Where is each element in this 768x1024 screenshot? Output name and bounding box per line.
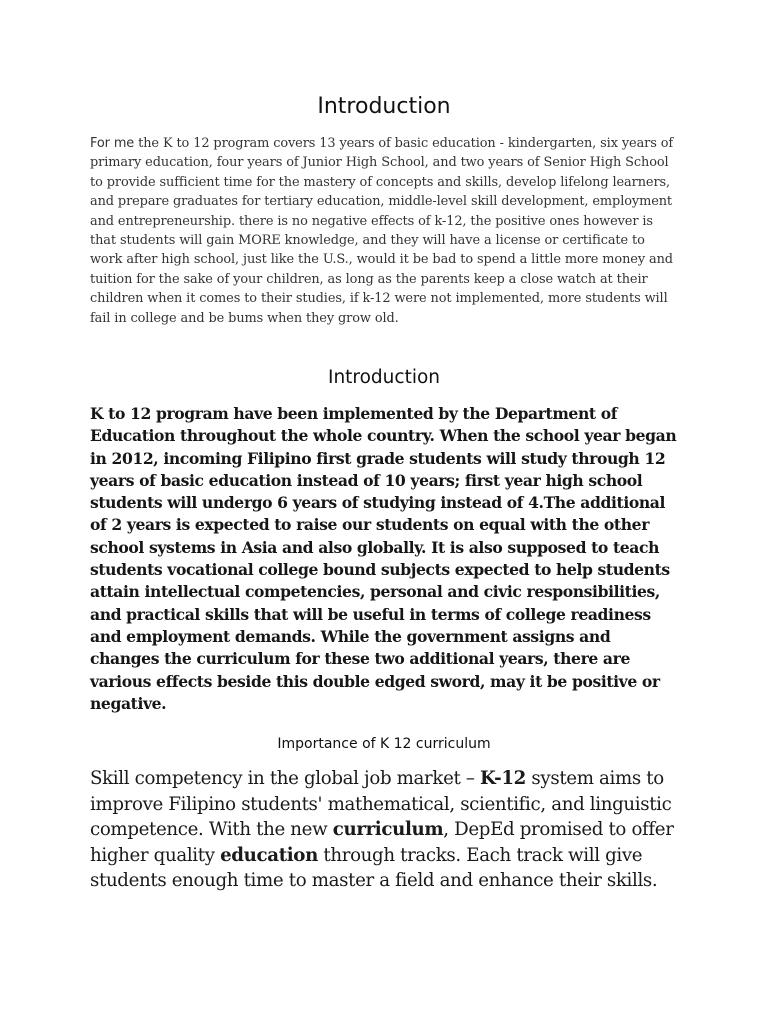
text-segment: , DepEd promised to offer higher quality [90,819,674,866]
introduction-heading: Introduction [317,94,451,119]
introduction-paragraph [90,134,680,328]
importance-heading: Importance of K 12 curriculum [277,736,491,752]
second-introduction-heading: Introduction [327,367,441,388]
paragraph-body-text: the K to 12 program covers 13 years of basic education - kindergarten, six years of primary education, four years of Junior High School, and two years of Senior High School to provide sufficient time for the mastery of concepts and skills, develop lifelong learners, and prepare graduates for tertiary education, middle-level skill development, employment and entrepreneurship. there is no negative effects of k-12, the positive ones however is that students will gain MORE knowledge, and they will have a license or certificate to work after high school, just like the U.S., would it be bad to spend a little more money and tuition for the sake of your children, as long as the parents keep a close watch at their children when it comes to their studies, if k-12 were not implemented, more students will fail in college and be bums when they grow old. [90,136,674,326]
bold-term-curriculum: curriculum [332,819,444,840]
bold-term-education: education [220,844,318,866]
text-segment: Skill competency in the global job market – [90,768,481,789]
k12-implementation-paragraph: K to 12 program have been implemented by the Department of Education throughout the whole country. When the school year began in 2012, incoming Filipino first grade students will study through 12 years of basic education instead of 10 years; first year high school students will undergo 6 years of studying instead of 4.The additional of 2 years is expected to raise our students on equal with the other school systems in Asia and also globally. It is also supposed to teach students vocational college bound subjects expected to help students attain intellectual competencies, personal and civic responsibilities, and practical skills that will be useful in terms of college readiness and employment demands. While the government assigns and changes the curriculum for these two additional years, there are various effects beside this double edged sword, may it be positive or negative. [90,404,677,713]
bold-term-k12: K-12 [480,768,526,789]
skill-competency-paragraph [90,766,700,894]
text-segment: system aims to improve Filipino students' mathematical, scientific, and linguistic competence. With the new [90,768,672,840]
text-segment: through tracks. Each track will give students enough time to master a field and enhance their skills. [90,844,658,891]
paragraph-lead-text: For me [90,136,135,151]
